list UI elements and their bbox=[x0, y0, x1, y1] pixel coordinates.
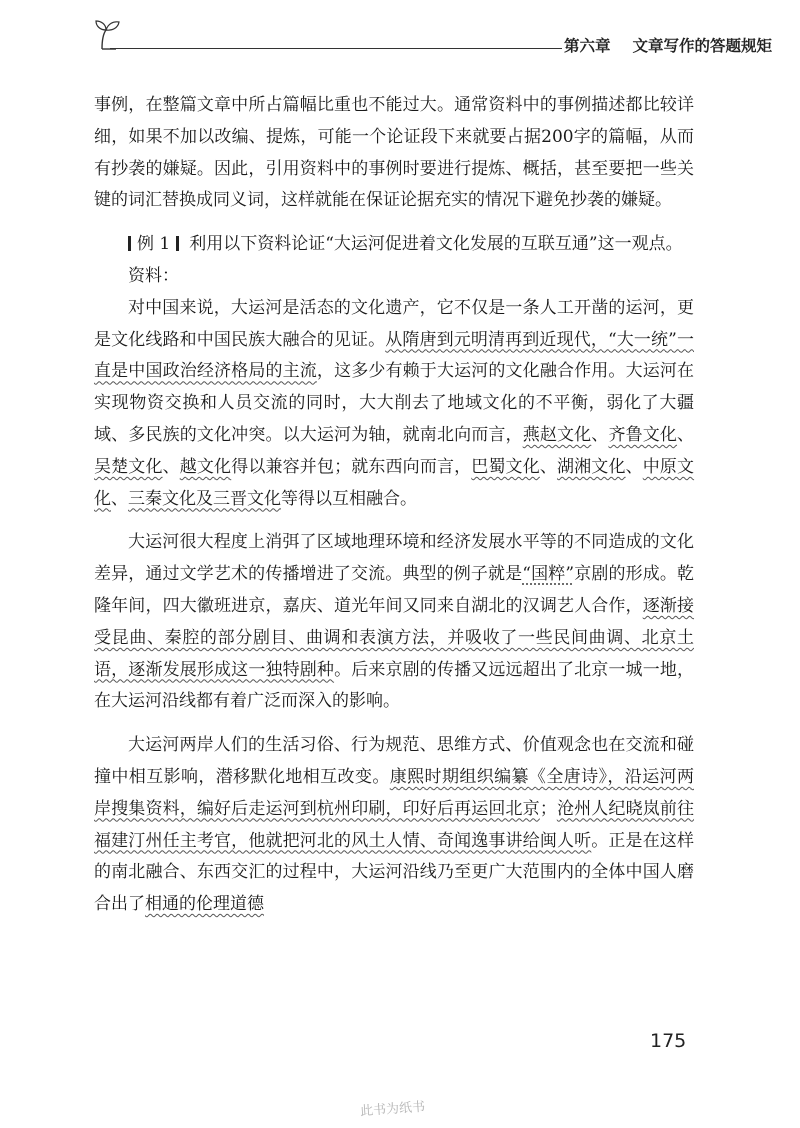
text-run: ； bbox=[539, 798, 557, 819]
highlight-run: 越文化 bbox=[179, 456, 232, 477]
text-run: 京剧的形成。乾隆年间，四大徽班进京，嘉庆、道光年间又同来自湖北的汉调艺人合作， bbox=[94, 564, 695, 616]
example-text: 利用以下资料论证“大运河促进着文化发展的互联互通”这一观点。 bbox=[189, 234, 683, 255]
highlight-run: 从隋唐到元明清再到近现代，“大一统”一直是中国政治经济格局的主流 bbox=[94, 329, 695, 382]
page-number: 175 bbox=[650, 1030, 687, 1052]
page-body bbox=[94, 90, 694, 921]
highlight-run: 逐渐接受昆曲、秦腔的部分剧目、曲调和表演方法，并吸收了一些民间曲调、北京土语，逐渐发展形成这一独特剧种 bbox=[94, 595, 695, 680]
highlight-run: 中原文化 bbox=[94, 456, 695, 509]
highlight-run: 湖湘文化 bbox=[557, 456, 626, 477]
material-label: 资料： bbox=[128, 265, 179, 286]
highlight-run: 巴蜀文化 bbox=[471, 456, 540, 477]
paragraph-material-1 bbox=[94, 293, 694, 516]
example-label: 例 1 bbox=[137, 234, 171, 255]
highlight-run: “国粹” bbox=[522, 564, 575, 585]
text-run: 得以兼容并包；就东西向而言， bbox=[231, 456, 472, 477]
text-run: ，这多少有赖于大运河的文化融合作用。大运河在实现物资交换和人员交流的同时，大大削去了地域文化的不平衡，弱化了大疆域、多民族的文化冲突。以大运河为轴，就南北向而言， bbox=[94, 361, 695, 445]
text-run: 、 bbox=[162, 456, 180, 477]
highlight-run: 齐鲁文化 bbox=[608, 424, 678, 445]
highlight-run: 康熙时期组织编纂《全唐诗》，沿运河两岸搜集资料，编好后走运河到杭州印刷，印好后再运回北京 bbox=[94, 766, 694, 819]
paragraph-material-2 bbox=[94, 527, 694, 718]
text-run: 、 bbox=[625, 456, 643, 477]
highlight-run: 沧州人纪晓岚前往福建汀州任主考官，他就把河北的风土人情、奇闻逸事讲给闽人听 bbox=[94, 798, 695, 851]
text-run: 对中国来说，大运河是活态的文化遗产，它不仅是一条人工开凿的运河，更是文化线路和中国民族大融合的见证。 bbox=[94, 297, 694, 350]
paragraph-material-3 bbox=[94, 730, 694, 921]
chapter-heading bbox=[564, 34, 772, 56]
text-run: 、 bbox=[591, 424, 609, 445]
header-rule bbox=[110, 48, 562, 49]
watermark-stamp: 此书为纸书 bbox=[359, 1099, 426, 1120]
chapter-title: 文章写作的答题规矩 bbox=[632, 37, 773, 55]
highlight-run: 三秦文化及三晋文化 bbox=[128, 488, 281, 509]
text-run: 大运河很大程度上消弭了区域地理环境和经济发展水平等的不同造成的文化差异，通过文学艺术的传播增进了交流。典型的例子就是 bbox=[94, 532, 694, 585]
text-run: 等得以互相融合。 bbox=[281, 488, 417, 509]
text-run: 、 bbox=[111, 488, 128, 509]
text-run: 、 bbox=[677, 424, 695, 445]
paragraph-intro: 事例，在整篇文章中所占篇幅比重也不能过大。通常资料中的事例描述都比较详细，如果不加以改编、提炼，可能一个论证段下来就要占据200字的篇幅，从而有抄袭的嫌疑。因此，引用资料中的事例时要进行提炼、概括，甚至要把一些关键的词汇替换成同义词，这样就能在保证论据充实的情况下避免抄袭的嫌疑。 bbox=[94, 95, 694, 211]
sprout-icon bbox=[94, 18, 124, 52]
example-bracket-right bbox=[176, 236, 179, 251]
running-header bbox=[94, 18, 773, 58]
highlight-run: 相通的伦理道德 bbox=[145, 894, 264, 915]
example-prompt bbox=[94, 229, 694, 261]
text-run: 。后来京剧的传播又远远超出了北京一城一地，在大运河沿线都有着广泛而深入的影响。 bbox=[94, 659, 695, 712]
highlight-run: 吴楚文化 bbox=[94, 456, 163, 477]
example-bracket-left bbox=[128, 236, 131, 251]
text-run: 。正是在这样的南北融合、东西交汇的过程中，大运河沿线乃至更广大范围内的全体中国人磨合出了 bbox=[94, 830, 695, 915]
highlight-run: 燕赵文化 bbox=[522, 424, 592, 445]
text-run: 、 bbox=[539, 456, 558, 477]
chapter-number: 第六章 bbox=[564, 37, 611, 55]
text-run: 大运河两岸人们的生活习俗、行为规范、思维方式、价值观念也在交流和碰撞中相互影响，潜移默化地相互改变。 bbox=[94, 735, 694, 787]
